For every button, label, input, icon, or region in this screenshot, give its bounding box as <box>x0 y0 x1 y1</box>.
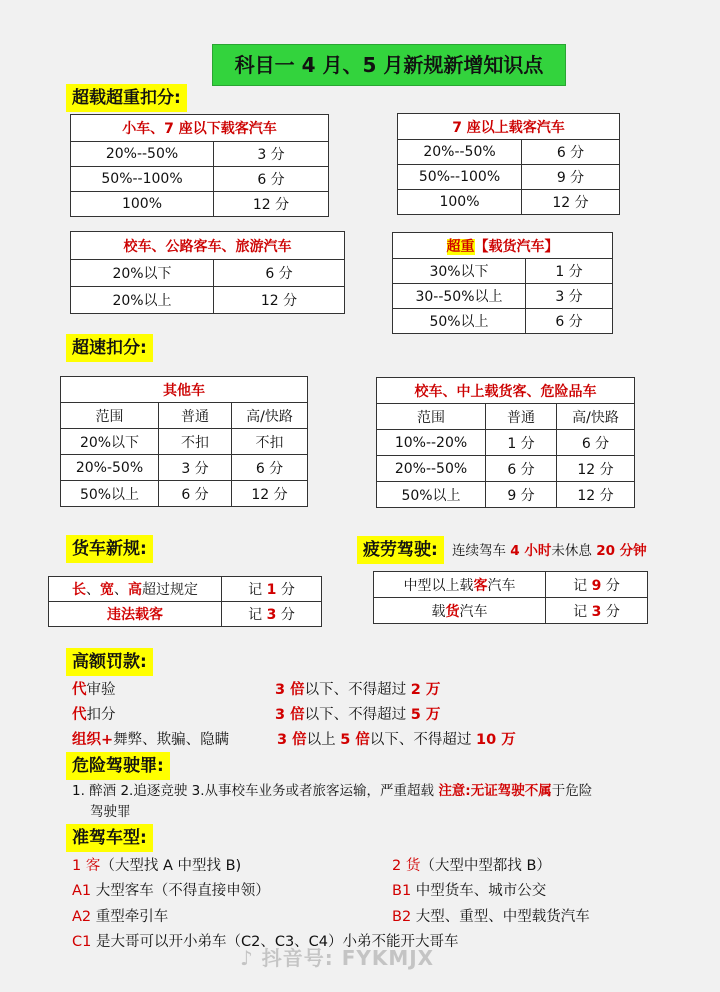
fatigue-desc-text: 连续驾车 <box>452 543 511 559</box>
exceed-text: 超过规定 <box>142 582 198 598</box>
height-text: 高 <box>128 582 142 598</box>
table-header: 7 座以上载客汽车 <box>398 114 620 140</box>
points-value: 1 <box>266 582 277 598</box>
table-row <box>398 165 620 190</box>
table-row <box>71 192 329 217</box>
fine-item-value <box>275 703 440 724</box>
table-cell: 12 分 <box>557 482 635 508</box>
fine-item-value <box>277 728 516 749</box>
table-cell: 6 分 <box>557 430 635 456</box>
small-car-overload-table <box>70 114 329 217</box>
table-cell <box>546 598 648 624</box>
table-row <box>71 260 345 287</box>
fine-text: 以上 <box>306 732 341 748</box>
tiktok-icon: ♪ <box>240 946 262 970</box>
table-cell <box>374 572 546 598</box>
separator: 、 <box>86 582 100 598</box>
table-cell: 50%--100% <box>398 165 522 190</box>
table-cell: 6 分 <box>522 140 620 165</box>
danger-heading: 危险驾驶罪: <box>66 752 170 780</box>
license-heading: 准驾车型: <box>66 824 153 852</box>
fine-multiplier: 3 倍 <box>277 732 307 748</box>
license-desc: 重型牵引车 <box>91 909 169 925</box>
table-cell: 6 分 <box>214 260 345 287</box>
table-cell: 50%--100% <box>71 167 214 192</box>
table-row <box>71 142 329 167</box>
table-header: 其他车 <box>61 377 308 403</box>
large-car-overload-table <box>397 113 620 215</box>
truck-label: 【载货汽车】 <box>474 238 559 255</box>
table-row <box>377 456 635 482</box>
column-header: 范围 <box>61 403 159 429</box>
table-cell: 6 分 <box>232 455 308 481</box>
table-cell: 3 分 <box>214 142 329 167</box>
separator: 、 <box>114 582 128 598</box>
table-cell: 12 分 <box>232 481 308 507</box>
fine-text: 以下、不得超过 <box>304 707 411 723</box>
table-row <box>61 455 308 481</box>
fine-keyword: 组织+ <box>72 732 114 748</box>
vehicle-text: 载 <box>431 603 446 620</box>
overweight-label: 超重 <box>446 238 475 255</box>
vehicle-highlight: 货 <box>445 603 460 620</box>
table-cell: 100% <box>398 190 522 215</box>
table-row <box>61 429 308 455</box>
license-desc: （大型中型都找 B） <box>420 858 551 874</box>
table-cell: 9 分 <box>522 165 620 190</box>
fine-item-label <box>72 703 116 724</box>
table-cell: 20%以上 <box>71 287 214 314</box>
license-code: 2 货 <box>392 858 421 874</box>
table-cell: 12 分 <box>522 190 620 215</box>
table-row <box>393 284 613 309</box>
table-row <box>374 598 648 624</box>
license-item <box>392 854 551 875</box>
table-cell: 30%以下 <box>393 259 526 284</box>
points-prefix: 记 <box>573 577 592 594</box>
vehicle-text: 汽车 <box>487 577 516 594</box>
watermark-text: 抖音号: FYKMJX <box>261 946 435 970</box>
table-cell <box>49 577 222 602</box>
danger-line-2: 驾驶罪 <box>90 804 131 820</box>
vehicle-text: 中型以上载 <box>403 577 474 594</box>
table-cell: 10%--20% <box>377 430 486 456</box>
table-header: 校车、公路客车、旅游汽车 <box>71 232 345 260</box>
column-header: 普通 <box>486 404 557 430</box>
table-row <box>49 577 322 602</box>
table-row <box>377 482 635 508</box>
fine-item-value <box>275 678 440 699</box>
table-cell: 违法载客 <box>49 602 222 627</box>
table-row <box>398 140 620 165</box>
fine-item-label <box>72 678 116 699</box>
fine-text: 舞弊、欺骗、隐瞒 <box>113 732 230 748</box>
license-item <box>72 854 241 875</box>
table-row <box>61 481 308 507</box>
fine-multiplier: 5 倍 <box>340 732 370 748</box>
table-cell: 1 分 <box>526 259 613 284</box>
license-code: B2 <box>392 909 412 925</box>
license-desc: （大型找 A 中型找 B) <box>100 858 242 874</box>
other-vehicle-speeding-table <box>60 376 308 507</box>
danger-text: 于危险 <box>551 783 593 799</box>
table-cell: 20%--50% <box>377 456 486 482</box>
fine-keyword: 代 <box>72 707 87 723</box>
table-cell: 12 分 <box>214 287 345 314</box>
table-row <box>377 430 635 456</box>
fatigue-table <box>373 571 648 624</box>
table-row <box>398 190 620 215</box>
license-desc: 中型货车、城市公交 <box>411 883 547 899</box>
table-row <box>374 572 648 598</box>
special-vehicle-speeding-table <box>376 377 635 508</box>
fine-text: 扣分 <box>86 707 116 723</box>
fatigue-heading: 疲劳驾驶: <box>357 536 444 564</box>
table-cell: 6 分 <box>214 167 329 192</box>
table-row <box>71 287 345 314</box>
license-code: C1 <box>72 934 92 950</box>
license-item <box>392 879 546 900</box>
fine-text: 审验 <box>86 682 116 698</box>
fatigue-hours: 4 小时 <box>510 543 552 559</box>
length-text: 长 <box>72 582 86 598</box>
table-cell: 6 分 <box>526 309 613 334</box>
vehicle-highlight: 客 <box>473 577 488 594</box>
license-code: B1 <box>392 883 412 899</box>
table-header <box>393 233 613 259</box>
points-value: 3 <box>591 603 602 620</box>
license-item <box>72 905 168 926</box>
column-header: 高/快路 <box>557 404 635 430</box>
table-cell: 12 分 <box>214 192 329 217</box>
points-suffix: 分 <box>276 582 295 598</box>
fine-text: 以下、不得超过 <box>304 682 411 698</box>
table-cell: 20%--50% <box>398 140 522 165</box>
table-row <box>49 602 322 627</box>
table-row <box>71 167 329 192</box>
truck-rules-heading: 货车新规: <box>66 535 153 563</box>
points-prefix: 记 <box>248 607 267 623</box>
table-header-row <box>61 403 308 429</box>
fine-cap: 5 万 <box>410 707 441 723</box>
table-cell: 不扣 <box>232 429 308 455</box>
points-value: 9 <box>591 577 602 594</box>
danger-line-1 <box>72 779 592 799</box>
license-code: 1 客 <box>72 858 101 874</box>
table-cell: 50%以上 <box>393 309 526 334</box>
column-header: 范围 <box>377 404 486 430</box>
license-item <box>392 905 590 926</box>
fatigue-minutes: 20 分钟 <box>596 543 647 559</box>
page-title: 科目一 4 月、5 月新规新增知识点 <box>213 45 565 85</box>
license-code: A1 <box>72 883 92 899</box>
table-cell <box>374 598 546 624</box>
fatigue-description <box>452 539 647 559</box>
fatigue-desc-text: 未休息 <box>551 543 597 559</box>
license-desc: 大型、重型、中型载货汽车 <box>411 909 590 925</box>
points-suffix: 分 <box>276 607 295 623</box>
table-cell <box>222 602 322 627</box>
watermark <box>240 942 434 971</box>
table-cell: 1 分 <box>486 430 557 456</box>
table-cell: 9 分 <box>486 482 557 508</box>
fine-keyword: 代 <box>72 682 87 698</box>
speeding-heading: 超速扣分: <box>66 334 153 362</box>
points-suffix: 分 <box>601 603 620 620</box>
table-row <box>393 309 613 334</box>
table-row <box>393 259 613 284</box>
fine-cap: 10 万 <box>476 732 516 748</box>
points-prefix: 记 <box>248 582 267 598</box>
table-cell: 20%--50% <box>71 142 214 167</box>
truck-rules-table <box>48 576 322 627</box>
fine-item-label <box>72 728 229 749</box>
fine-multiplier: 3 倍 <box>275 682 305 698</box>
table-cell: 20%-50% <box>61 455 159 481</box>
table-header: 校车、中上载货客、危险品车 <box>377 378 635 404</box>
points-suffix: 分 <box>601 577 620 594</box>
fine-cap: 2 万 <box>410 682 441 698</box>
points-prefix: 记 <box>573 603 592 620</box>
table-cell <box>222 577 322 602</box>
fine-text: 以下、不得超过 <box>369 732 476 748</box>
overload-heading: 超载超重扣分: <box>66 84 187 112</box>
width-text: 宽 <box>100 582 114 598</box>
table-cell: 3 分 <box>159 455 232 481</box>
license-desc: 是大哥可以开小弟车（C2、C3、C4）小弟不能开大哥车 <box>91 934 459 950</box>
table-header-row <box>377 404 635 430</box>
table-cell: 20%以下 <box>61 429 159 455</box>
table-cell: 100% <box>71 192 214 217</box>
license-item <box>72 879 270 900</box>
license-desc: 大型客车（不得直接申领） <box>91 883 270 899</box>
table-cell: 不扣 <box>159 429 232 455</box>
vehicle-text: 汽车 <box>459 603 488 620</box>
fine-multiplier: 3 倍 <box>275 707 305 723</box>
points-value: 3 <box>266 607 277 623</box>
table-cell <box>546 572 648 598</box>
table-cell: 12 分 <box>557 456 635 482</box>
table-cell: 6 分 <box>486 456 557 482</box>
table-cell: 20%以下 <box>71 260 214 287</box>
column-header: 普通 <box>159 403 232 429</box>
note-label: 注意: <box>438 783 471 799</box>
table-header: 小车、7 座以下载客汽车 <box>71 115 329 142</box>
fines-heading: 高额罚款: <box>66 648 153 676</box>
table-cell: 30--50%以上 <box>393 284 526 309</box>
table-cell: 50%以上 <box>377 482 486 508</box>
table-cell: 50%以上 <box>61 481 159 507</box>
column-header: 高/快路 <box>232 403 308 429</box>
note-text: 无证驾驶不属 <box>470 783 552 799</box>
school-bus-overload-table <box>70 231 345 314</box>
license-code: A2 <box>72 909 92 925</box>
danger-text: 1. 醉酒 2.追逐竞驶 3.从事校车业务或者旅客运输，严重超载 <box>72 783 439 799</box>
table-cell: 3 分 <box>526 284 613 309</box>
table-cell: 6 分 <box>159 481 232 507</box>
truck-overweight-table <box>392 232 613 334</box>
